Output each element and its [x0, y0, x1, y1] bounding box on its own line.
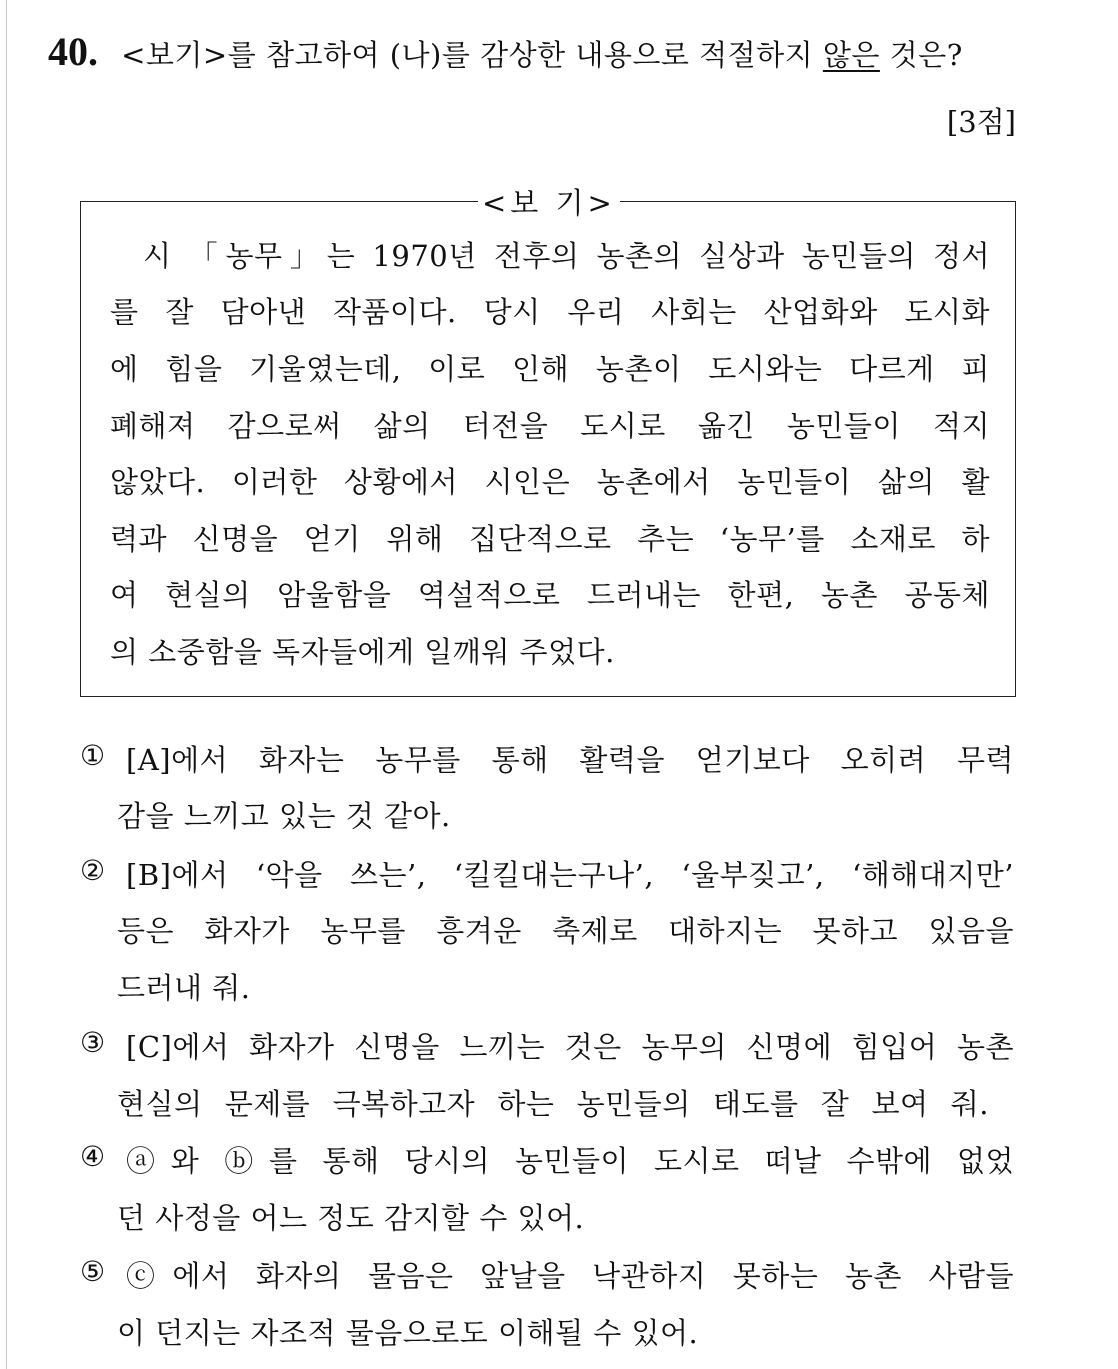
bogi-line: 의 소중함을 독자들에게 일깨워 주었다.	[110, 635, 615, 669]
choice-3-line: [C]에서 화자가 신명을 느끼는 것은 농무의 신명에 힘입어 농촌	[126, 1030, 1014, 1064]
choice-1-line: 감을 느끼고 있는 것 같아.	[117, 799, 451, 833]
choice-marker: ⑤	[80, 1255, 106, 1288]
bogi-box	[80, 201, 1016, 697]
choice-4-line: 던 사정을 어느 정도 감지할 수 있어.	[117, 1201, 585, 1235]
bogi-line: 력과 신명을 얻기 위해 집단적으로 추는 ‘농무’를 소재로 하	[110, 522, 990, 556]
choice-marker: ②	[80, 854, 106, 887]
choice-4-marker[interactable]	[80, 1139, 106, 1173]
choice-1-marker[interactable]	[80, 738, 106, 772]
bogi-line: 않았다. 이러한 상황에서 시인은 농촌에서 농민들이 삶의 활	[110, 465, 990, 499]
choice-5-line: ⓒ에서 화자의 물음은 앞날을 낙관하지 못하는 농촌 사람들	[126, 1259, 1014, 1293]
bogi-line: 여 현실의 암울함을 역설적으로 드러내는 한편, 농촌 공동체	[110, 578, 990, 612]
question-number: 40.	[48, 29, 98, 74]
choice-marker: ④	[80, 1140, 106, 1173]
page-left-border	[6, 0, 7, 1369]
bogi-line: 를 잘 담아낸 작품이다. 당시 우리 사회는 산업화와 도시화	[110, 295, 990, 329]
choice-1-line: [A]에서 화자는 농무를 통해 활력을 얻기보다 오히려 무력	[126, 743, 1014, 777]
question-prompt-underlined: 않은	[822, 38, 880, 72]
choice-5-marker[interactable]	[80, 1254, 106, 1288]
bogi-title: <보 기>	[478, 181, 620, 222]
choice-3-marker[interactable]	[80, 1025, 106, 1059]
choice-2-line: [B]에서 ‘악을 쓰는’, ‘킬킬대는구나’, ‘울부짖고’, ‘해해대지만’	[126, 858, 1014, 892]
choice-marker: ①	[80, 739, 106, 772]
bogi-line: 폐해져 감으로써 삶의 터전을 도시로 옮긴 농민들이 적지	[110, 409, 990, 443]
choice-4-line: ⓐ와 ⓑ를 통해 당시의 농민들이 도시로 떠날 수밖에 없었	[126, 1144, 1014, 1178]
choice-2-line: 드러내 줘.	[117, 971, 251, 1005]
question-header	[48, 28, 1058, 78]
choice-marker: ③	[80, 1026, 106, 1059]
question-prompt-before: <보기>를 참고하여 (나)를 감상한 내용으로 적절하지	[121, 38, 823, 72]
choice-5-line: 이 던지는 자조적 물음으로도 이해될 수 있어.	[117, 1316, 699, 1350]
bogi-line: 에 힘을 기울였는데, 이로 인해 농촌이 도시와는 다르게 피	[110, 352, 990, 386]
question-prompt	[121, 33, 963, 74]
choice-2-marker[interactable]	[80, 853, 106, 887]
question-prompt-after: 것은?	[879, 38, 963, 72]
choice-2-line: 등은 화자가 농무를 흥겨운 축제로 대하지는 못하고 있음을	[117, 914, 1014, 948]
choice-3-line: 현실의 문제를 극복하고자 하는 농민들의 태도를 잘 보여 줘.	[117, 1087, 989, 1121]
bogi-line: 시 「농무」는 1970년 전후의 농촌의 실상과 농민들의 정서	[143, 239, 990, 273]
question-points: [3점]	[946, 105, 1016, 139]
